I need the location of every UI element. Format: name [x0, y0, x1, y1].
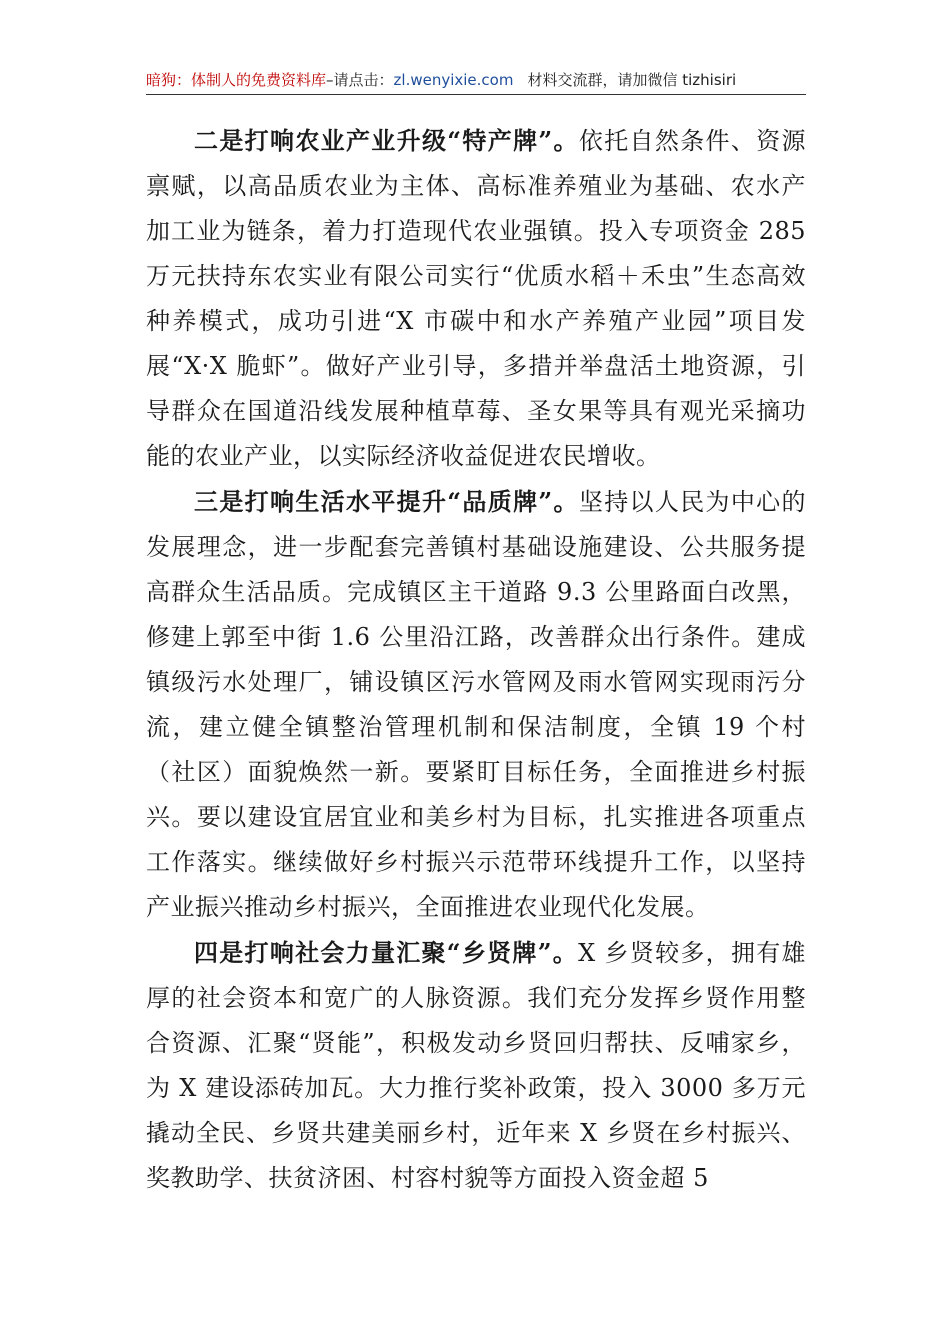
paragraph-text: X 乡贤较多，拥有雄厚的社会资本和宽广的人脉资源。我们充分发挥乡贤作用整合资源、汇聚“贤能”，积极发动乡贤回归帮扶、反哺家乡，为 X 建设添砖加瓦。大力推行奖补政策，投入 3000 多万元撬动全民、乡贤共建美丽乡村，近年来 X 乡贤在乡村振兴、奖教助学、扶贫济困、村容村貌等方面投入资金超 5 — [146, 939, 807, 1192]
paragraph-text: 坚持以人民为中心的发展理念，进一步配套完善镇村基础设施建设、公共服务提高群众生活品质。完成镇区主干道路 9.3 公里路面白改黑，修建上郭至中街 1.6 公里沿江路，改善群众出行条件。建成镇级污水处理厂，铺设镇区污水管网及雨水管网实现雨污分流，建立健全镇整治管理机制和保洁制度，全镇 19 个村（社区）面貌焕然一新。要紧盯目标任务，全面推进乡村振兴。要以建设宜居宜业和美乡村为目标，扎实推进各项重点工作落实。继续做好乡村振兴示范带环线提升工作，以坚持产业振兴推动乡村振兴，全面推进农业现代化发展。 — [146, 488, 807, 921]
paragraph-heading: 四是打响社会力量汇聚“乡贤牌”。 — [194, 938, 579, 967]
paragraph-sages — [146, 930, 806, 1201]
document-body — [146, 118, 806, 1201]
header-brand: 暗狗：体制人的免费资料库 — [146, 71, 327, 89]
paragraph-heading: 二是打响农业产业升级“特产牌”。 — [194, 126, 579, 155]
paragraph-specialty — [146, 118, 806, 479]
page-header — [146, 66, 806, 95]
paragraph-heading: 三是打响生活水平提升“品质牌”。 — [194, 487, 579, 516]
header-link[interactable]: zl.wenyixie.com — [393, 71, 514, 89]
header-prompt: –请点击： — [326, 71, 394, 89]
paragraph-quality — [146, 479, 806, 930]
paragraph-text: 依托自然条件、资源禀赋，以高品质农业为主体、高标准养殖业为基础、农水产加工业为链条，着力打造现代农业强镇。投入专项资金 285 万元扶持东农实业有限公司实行“优质水稻＋禾虫”生态高效种养模式，成功引进“X 市碳中和水产养殖产业园”项目发展“X·X 脆虾”。做好产业引导，多措并举盘活土地资源，引导群众在国道沿线发展种植草莓、圣女果等具有观光采摘功能的农业产业，以实际经济收益促进农民增收。 — [146, 127, 807, 470]
header-contact: 材料交流群，请加微信 tizhisiri — [527, 71, 737, 89]
